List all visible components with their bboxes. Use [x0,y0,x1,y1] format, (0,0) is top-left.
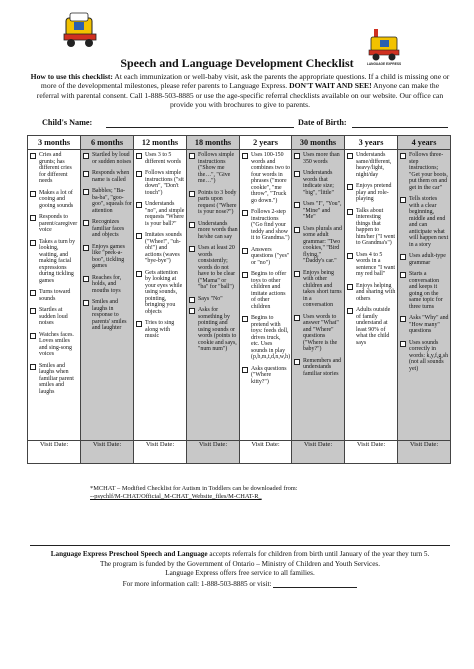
milestone-text: Uses more than 350 words [303,152,340,165]
date-of-birth-field[interactable] [352,127,448,128]
checkbox[interactable] [242,153,248,159]
contact-label: For more information call: [122,580,201,588]
milestone-list [136,152,185,340]
checkbox[interactable] [30,215,36,221]
milestone-text: Enjoys helping and sharing with others [356,282,396,302]
program-info [30,550,450,579]
milestone-item [189,296,238,303]
age-header: 18 months [187,136,240,150]
divider [30,545,450,546]
checkbox[interactable] [83,276,89,282]
program-funding: The program is funded by the Government of Ontario – Ministry of Children and Youth Services. [99,559,381,568]
checkbox[interactable] [189,191,195,197]
milestone-item [400,152,449,191]
milestone-item [83,275,132,295]
milestone-text: Uses "I", "You", "Mine" and "Me" [303,201,342,220]
how-to-lead: How to use this checklist: [30,72,113,81]
how-to-paragraph [30,72,450,110]
checkbox[interactable] [294,359,300,365]
milestone-text: Asks for something by pointing and using sounds or words (points to cookie and says, "num num") [198,307,237,352]
checkbox[interactable] [83,171,89,177]
milestone-text: Uses words to answer "What" and "Where" questions ("Where is the baby?") [303,313,339,352]
visit-date-cell[interactable]: Visit Date: [345,441,398,464]
checkbox[interactable] [294,153,300,159]
milestone-text: Talks about interesting things that happen to him/her ("I went to Grandma's") [356,207,396,246]
milestone-item [242,366,290,386]
milestone-text: Watches faces. Loves smiles and sing-song voices [39,331,74,357]
milestone-text: Responds when name is called [92,170,130,183]
checkbox[interactable] [400,197,406,203]
milestone-item [400,315,449,335]
checkbox[interactable] [400,316,406,322]
milestone-item [83,299,132,332]
age-header: 12 months [134,136,187,150]
milestone-item [242,271,290,310]
milestone-item [400,253,449,266]
milestone-text: Uses sounds correctly in words: k,y,f,g,sh (not all sounds yet) [409,339,449,372]
milestone-item [136,270,185,316]
child-name-label: Child's Name: [42,118,93,127]
milestone-item [347,152,396,178]
milestone-list [242,152,290,385]
milestone-item [136,232,185,265]
milestone-text: Takes a turn by looking, waiting, and making facial expressions during tickling games [39,238,76,284]
checkbox[interactable] [83,300,89,306]
milestone-item [347,208,396,247]
age-header: 3 years [345,136,398,150]
milestone-text: Understands "no", and simple requests "Where is your ball?" [145,201,185,227]
checkbox[interactable] [400,341,406,347]
checkbox[interactable] [136,153,142,159]
milestone-item [136,320,185,340]
milestone-text: Enjoys pretend play and role-playing [356,183,392,202]
date-of-birth-label: Date of Birth: [298,118,347,127]
checkbox[interactable] [400,254,406,260]
milestone-text: Uses 100-150 words and combines two to four words in phrases ("more cookie", "me throw", "Truck go down.") [251,152,290,204]
milestone-item [242,209,290,242]
milestone-item [242,315,290,361]
how-to-text-2: Anyone can make the referral with parental consent. Call 1-888-503-8885 or use the age-specific referral checklists available on our website. Our office can provide you with brochures to give to parents. [36,81,444,110]
checkbox[interactable] [294,171,300,177]
milestone-text: Follows simple instructions ("sit down", "Don't touch") [145,170,184,196]
milestone-item [400,340,449,373]
program-text-1: accepts referrals for children from birth until January of the year they turn 5. [207,550,430,558]
milestone-text: Cries and grunts; has different cries for different needs [39,152,72,184]
milestone-item [189,245,238,291]
checkbox[interactable] [347,153,353,159]
milestone-text: Answers questions ("yes" or "no") [251,246,290,266]
milestone-column [398,150,451,441]
mchat-line-1: *MCHAT – Modified Checklist for Autism in Toddlers can be downloaded from: [90,485,298,492]
milestone-table [27,135,451,464]
checkbox[interactable] [294,315,300,321]
milestone-item [294,201,343,221]
milestone-list [189,152,238,353]
milestone-text: Reaches for, holds, and mouths toys [92,274,122,294]
milestone-item [347,183,396,203]
child-info-row [30,118,450,130]
milestone-item [347,252,396,278]
milestone-text: Babbles; "Ba-ba-ba", "goo-goo", squeals for attention [92,188,132,214]
milestone-item [83,188,132,214]
milestone-text: Follows simple instructions ("Show me the…", "Give me…") [198,152,235,184]
age-header: 30 months [292,136,345,150]
milestone-text: Asks "Why" and "How many" questions [409,315,449,334]
checkbox[interactable] [83,245,89,251]
milestone-item [347,307,396,346]
milestone-text: Adults outside of family understand at least 90% of what the child says [356,307,391,346]
milestone-item [294,226,343,265]
milestone-text: Turns toward sounds [39,289,71,302]
milestone-text: Uses adult-type grammar [409,253,446,266]
milestone-item [83,244,132,270]
milestone-item [83,219,132,239]
milestone-text: Uses 4 to 5 words in a sentence "I want my red ball" [356,251,396,277]
milestone-item [400,271,449,310]
checkbox[interactable] [136,271,142,277]
program-name: Language Express Preschool Speech and Language [50,550,208,558]
checkbox[interactable] [400,153,406,159]
checkbox[interactable] [294,227,300,233]
program-free-service: Language Express offers free service to all families. [165,569,315,578]
checkbox[interactable] [83,220,89,226]
milestone-text: Says "No" [198,295,223,302]
age-header: 3 months [28,136,81,150]
checkbox[interactable] [30,240,36,246]
checkbox[interactable] [30,333,36,339]
milestone-text: Makes a lot of cooing and gooing sounds [39,189,74,209]
milestone-text: Smiles and laughs when familiar parent smiles and laughs [39,362,74,395]
checkbox[interactable] [136,171,142,177]
milestone-column [187,150,240,441]
milestone-text: Startles at sudden loud noises [39,307,68,326]
milestone-item [30,190,79,210]
milestone-item [83,152,132,165]
contact-phone[interactable]: 1-888-503-8885 [200,580,248,588]
milestone-text: Enjoys being with other children and takes short turns in a conversation [303,269,342,308]
milestone-item [294,270,343,309]
checkbox[interactable] [294,271,300,277]
milestone-text: Understands more words than he/she can say [198,220,238,240]
milestone-text: Imitates sounds ("Whee!", "uh-oh!") and actions (waves "bye-bye") [145,232,182,264]
milestone-column [292,150,345,441]
contact-mid: or visit: [247,580,274,588]
checkbox[interactable] [294,202,300,208]
checkbox[interactable] [189,153,195,159]
age-header: 6 months [81,136,134,150]
milestone-item [189,152,238,185]
milestone-text: Enjoys games like "peek-a-boo", tickling games [92,243,125,269]
milestone-text: Follows 2-step instructions ("Go find your teddy and show it to Grandma.") [251,209,290,241]
checkbox[interactable] [136,233,142,239]
milestone-list [30,152,79,395]
contact-info [30,579,450,588]
milestone-item [136,170,185,196]
milestone-item [294,358,343,378]
checkbox[interactable] [189,308,195,314]
milestone-column [81,150,134,441]
checkbox[interactable] [136,202,142,208]
visit-date-cell[interactable]: Visit Date: [187,441,240,464]
milestone-item [347,283,396,303]
milestone-text: Responds to parent/caregiver voice [39,214,78,233]
milestone-item [189,307,238,353]
milestone-item [30,332,79,358]
milestone-column [28,150,81,441]
child-name-field[interactable] [106,127,294,128]
checkbox[interactable] [30,364,36,370]
milestone-text: Points to 3 body parts upon request ("Where is your nose?") [198,189,237,215]
milestone-list [294,152,343,377]
checkbox[interactable] [189,222,195,228]
milestone-text: Smiles and laughs in response to parents' smiles and laughter [92,299,127,331]
milestone-item [189,221,238,241]
milestone-text: Startled by loud or sudden noises [92,152,132,165]
checkbox[interactable] [242,316,248,322]
checkbox[interactable] [189,246,195,252]
checkbox[interactable] [347,184,353,190]
milestone-item [400,196,449,248]
language-express-train-logo-left [60,10,100,50]
visit-date-cell[interactable]: Visit Date: [398,441,451,464]
milestone-text: Remembers and understands familiar stories [303,357,342,377]
milestone-item [30,152,79,185]
milestone-text: Gets attention by looking at your eyes while using sounds, pointing, bringing you objects [145,269,183,315]
milestone-column [345,150,398,441]
checkbox[interactable] [242,248,248,254]
milestone-item [294,152,343,165]
visit-date-cell[interactable]: Visit Date: [81,441,134,464]
checkbox[interactable] [30,191,36,197]
age-header: 2 years [240,136,292,150]
checkbox[interactable] [347,209,353,215]
website-blank[interactable] [273,579,357,588]
checkbox[interactable] [189,297,195,303]
milestone-text: Recognizes familiar faces and objects [92,219,125,238]
checkbox[interactable] [400,272,406,278]
milestone-item [189,190,238,216]
visit-date-row [28,441,451,464]
visit-date-cell[interactable]: Visit Date: [134,441,187,464]
milestone-row [28,150,451,441]
milestone-text: Uses at least 20 words consistently; words do not have to be clear ("Mama" or "ba" for "ball") [198,245,236,290]
checkbox[interactable] [136,321,142,327]
milestone-text: Asks questions ("Where kitty?") [251,365,287,385]
milestone-item [83,170,132,183]
checkbox[interactable] [83,189,89,195]
checkbox[interactable] [30,290,36,296]
page-title: Speech and Language Development Checklist [120,56,354,70]
checkbox[interactable] [347,308,353,314]
milestone-item [242,247,290,267]
checkbox[interactable] [242,367,248,373]
milestone-text: Understands words that indicate size; "big", "little" [303,170,334,196]
checkbox[interactable] [242,210,248,216]
milestone-text: Tells stories with a clear beginning, middle and end and can anticipate what will happen next in a story [409,196,449,248]
milestone-item [30,239,79,285]
mchat-link[interactable]: --psychlf/M-CHAT/Official_M-CHAT_Website_files/M-CHAT-R_ [90,493,262,500]
checkbox[interactable] [83,153,89,159]
milestone-item [30,307,79,327]
milestone-item [136,201,185,227]
milestone-list [83,152,132,332]
milestone-text: Follows three-step instructions; "Get your boots, put them on and get in the car" [409,152,448,191]
checkbox[interactable] [347,284,353,290]
milestone-item [294,314,343,353]
visit-date-cell[interactable]: Visit Date: [292,441,345,464]
checkbox[interactable] [30,153,36,159]
milestone-item [242,152,290,204]
svg-text:LANGUAGE EXPRESS: LANGUAGE EXPRESS [366,62,402,66]
how-to-warning: DON'T WAIT AND SEE! [289,81,372,91]
milestone-column [240,150,292,441]
milestone-list [400,152,449,372]
milestone-text: Uses plurals and some adult grammar: "Two cookies," "Bird flying," "Daddy's car." [303,225,342,264]
milestone-list [347,152,396,346]
checkbox[interactable] [30,308,36,314]
milestone-text: Begins to pretend with toys: feeds doll, drives truck, etc. Uses sounds in play (p,b,m,t,d,n,w,h) [251,315,291,360]
milestone-text: Tries to sing along with music [145,320,175,339]
mchat-note [90,485,390,501]
checkbox[interactable] [347,253,353,259]
milestone-column [134,150,187,441]
age-header: 4 years [398,136,451,150]
age-header-row [28,136,451,150]
milestone-text: Understands same/different, heavy/light, night/day [356,152,392,178]
how-to-text-1: At each immunization or well-baby visit, ask the parents the appropriate questions. If a child is missing one or more of the developmental milestones, please refer parents to Language Express. [40,72,450,91]
milestone-item [294,170,343,196]
milestone-item [136,152,185,165]
milestone-item [30,214,79,234]
milestone-text: Starts a conversation and keeps it going on the same topic for three turns [409,271,443,310]
visit-date-cell[interactable]: Visit Date: [28,441,81,464]
milestone-item [30,363,79,396]
milestone-text: Uses 3 to 5 different words [145,152,182,165]
checkbox[interactable] [242,272,248,278]
milestone-text: Begins to offer toys to other children and imitate actions of other children [251,271,287,310]
visit-date-cell[interactable]: Visit Date: [240,441,292,464]
milestone-item [30,289,79,302]
